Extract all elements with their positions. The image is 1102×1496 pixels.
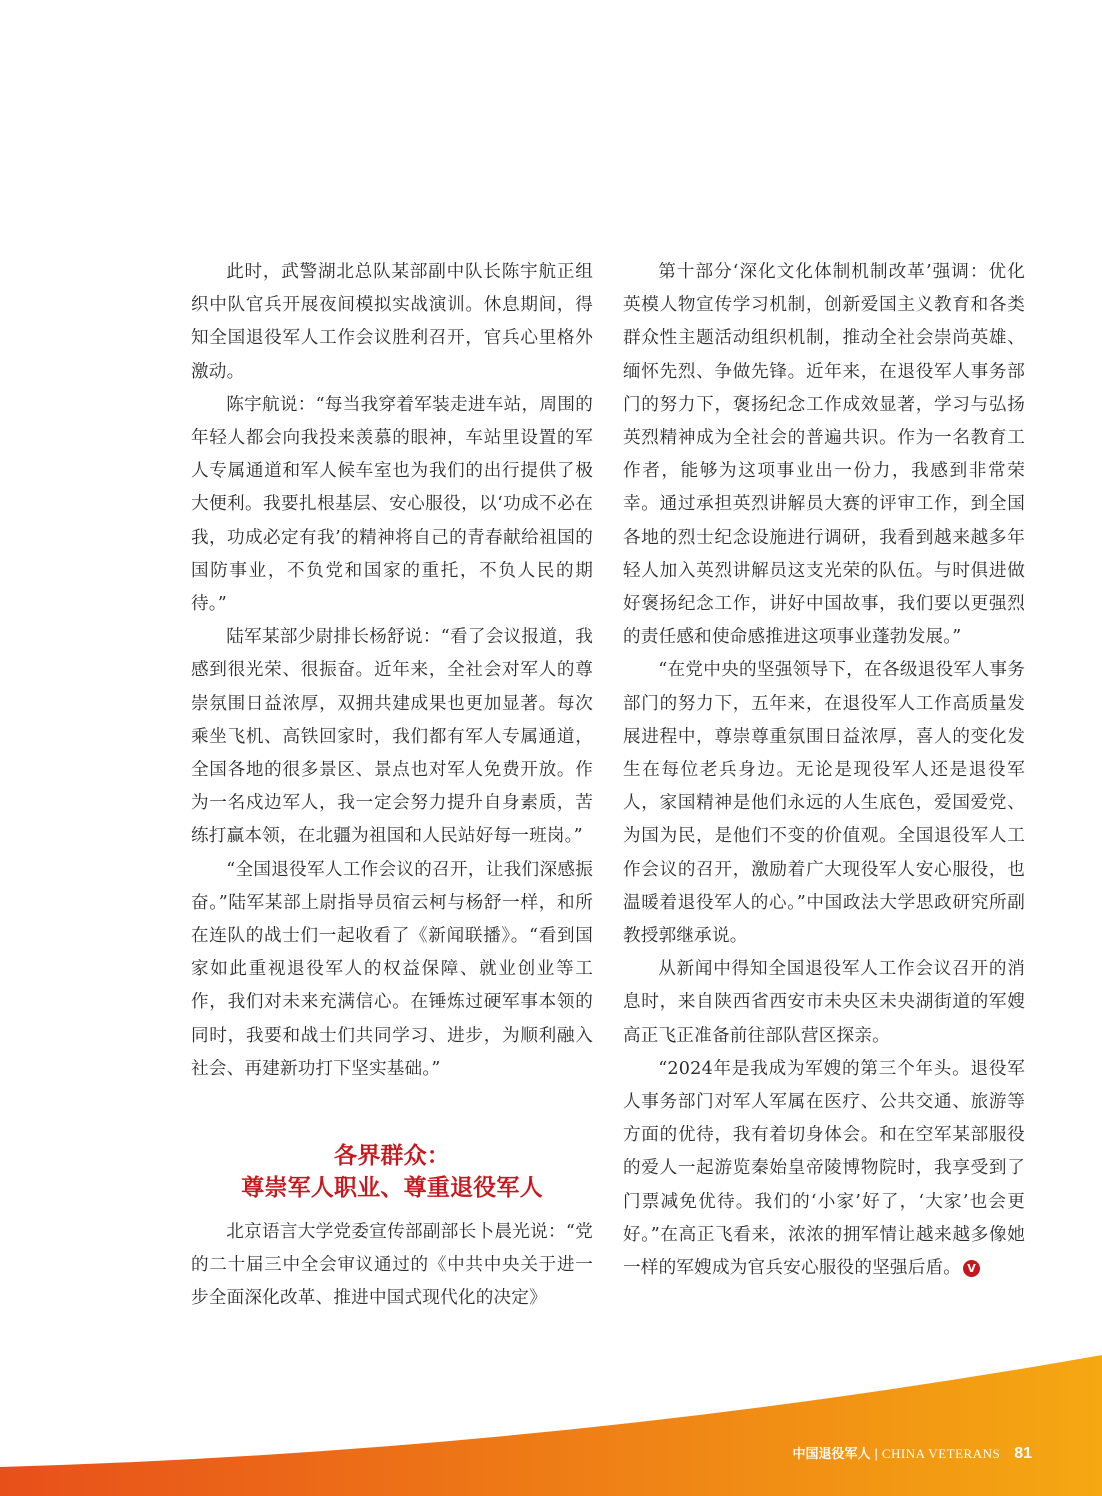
paragraph-last xyxy=(623,1053,1025,1285)
paragraph: 从新闻中得知全国退役军人工作会议召开的消息时，来自陕西省西安市未央区未央湖街道的军嫂高正飞正准备前往部队营区探亲。 xyxy=(623,959,1025,1046)
paragraph-text: “2024年是我成为军嫂的第三个年头。退役军人事务部门对军人军属在医疗、公共交通、旅游等方面的优待，我有着切身体会。和在空军某部服役的爱人一起游览秦始皇帝陵博物院时，我享受到了门票减免优待。我们的‘小家’好了，‘大家’也会更好。”在高正飞看来，浓浓的拥军情让越来越多像她一样的军嫂成为官兵安心服役的坚强后盾。 xyxy=(623,1058,1025,1279)
paragraph: 第十部分‘深化文化体制机制改革’强调：优化英模人物宣传学习机制，创新爱国主义教育和各类群众性主题活动组织机制，推动全社会崇尚英雄、缅怀先烈、争做先锋。近年来，在退役军人事务部门的努力下，褒扬纪念工作成效显著，学习与弘扬英烈精神成为全社会的普遍共识。作为一名教育工作者，能够为这项事业出一份力，我感到非常荣幸。通过承担英烈讲解员大赛的评审工作，到全国各地的烈士纪念设施进行调研，我看到越来越多年轻人加入英烈讲解员这支光荣的队伍。与时俱进做好褒扬纪念工作，讲好中国故事，我们要以更强烈的责任感和使命感推进这项事业蓬勃发展。” xyxy=(623,262,1025,648)
footer-separator: | xyxy=(874,1446,878,1461)
footer-swoosh xyxy=(0,1355,1102,1496)
paragraph: 陆军某部少尉排长杨舒说：“看了会议报道，我感到很光荣、很振奋。近年来，全社会对军人的尊崇氛围日益浓厚，双拥共建成果也更加显著。每次乘坐飞机、高铁回家时，我们都有军人专属通道，全国各地的很多景区、景点也对军人免费开放。作为一名戍边军人，我一定会努力提升自身素质，苦练打赢本领，在北疆为祖国和人民站好每一班岗。” xyxy=(191,627,593,847)
section-heading-line2: 尊崇军人职业、尊重退役军人 xyxy=(241,1174,543,1202)
footer-band xyxy=(0,1355,1102,1496)
section-heading-line1: 各界群众： xyxy=(334,1142,450,1170)
paragraph: 北京语言大学党委宣传部副部长卜晨光说：“党的二十届三中全会审议通过的《中共中央关于进一步全面深化改革、推进中国式现代化的决定》 xyxy=(191,1222,593,1309)
footer xyxy=(792,1443,1032,1463)
section-heading xyxy=(191,1140,593,1204)
end-mark-icon: V xyxy=(963,1260,980,1277)
right-column xyxy=(623,256,1025,1285)
page-number: 81 xyxy=(1014,1445,1032,1462)
paragraph: 陈宇航说：“每当我穿着军装走进车站，周围的年轻人都会向我投来羡慕的眼神，车站里设置的军人专属通道和军人候车室也为我们的出行提供了极大便利。我要扎根基层、安心服役，以‘功成不必在我，功成必定有我’的精神将自己的青春献给祖国的国防事业，不负党和国家的重托，不负人民的期待。” xyxy=(191,394,593,615)
paragraph: “全国退役军人工作会议的召开，让我们深感振奋。”陆军某部上尉指导员宿云柯与杨舒一样，和所在连队的战士们一起收看了《新闻联播》。“看到国家如此重视退役军人的权益保障、就业创业等工作，我们对未来充满信心。在锤炼过硬军事本领的同时，我要和战士们共同学习、进步，为顺利融入社会、再建新功打下坚实基础。” xyxy=(191,859,593,1079)
paragraph: 此时，武警湖北总队某部副中队长陈宇航正组织中队官兵开展夜间模拟实战演训。休息期间，得知全国退役军人工作会议胜利召开，官兵心里格外激动。 xyxy=(191,262,593,382)
paragraph: “在党中央的坚强领导下，在各级退役军人事务部门的努力下，五年来，在退役军人工作高质量发展进程中，尊崇尊重氛围日益浓厚，喜人的变化发生在每位老兵身边。无论是现役军人还是退役军人，家国精神是他们永远的人生底色，爱国爱党、为国为民，是他们不变的价值观。全国退役军人工作会议的召开，激励着广大现役军人安心服役，也温暖着退役军人的心。”中国政法大学思政研究所副教授郭继承说。 xyxy=(623,660,1025,947)
magazine-name-en: CHINA VETERANS xyxy=(881,1446,1001,1461)
left-column xyxy=(191,256,593,1316)
magazine-name-cn: 中国退役军人 xyxy=(792,1446,871,1461)
